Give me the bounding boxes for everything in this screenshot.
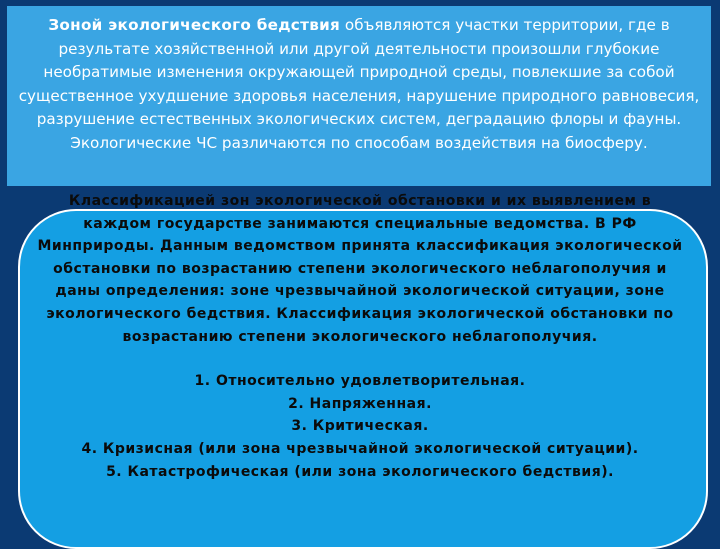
classification-paragraph: Классификацией зон экологической обстановки и их выявлением в каждом государстве занимаются специальные ведомства. В РФ Минприроды. Данным ведомством принята классификация экологической обстановки по возрастанию степени экологического неблагополучия и даны определения: зоне чрезвычайной экологической ситуации, зоне экологического бедствия. Классификация экологической обстановки по возрастанию степени экологического неблагополучия. xyxy=(37,193,683,345)
list-item: 2. Напряженная. xyxy=(288,395,432,412)
list-item: 4. Кризисная (или зона чрезвычайной экологической ситуации). xyxy=(81,440,639,457)
classification-list xyxy=(36,370,684,483)
paragraph-spacer xyxy=(36,348,684,370)
list-item: 3. Критическая. xyxy=(291,418,429,435)
definition-term: Зоной экологического бедствия xyxy=(48,16,341,34)
definition-text: объявляются участки территории, где в результате хозяйственной или другой деятельности произошли глубокие необратимые изменения окружающей природной среды, повлекшие за собой существенное ухудшение здоровья населения, нарушение природного равновесия, разрушение естественных экологических систем, деградацию флоры и фауны. Экологические ЧС различаются по способам воздействия на биосферу. xyxy=(18,16,700,152)
list-item: 1. Относительно удовлетворительная. xyxy=(194,373,526,390)
definition-box xyxy=(7,6,711,186)
classification-content xyxy=(36,190,684,483)
list-item: 5. Катастрофическая (или зона экологического бедствия). xyxy=(106,463,614,480)
